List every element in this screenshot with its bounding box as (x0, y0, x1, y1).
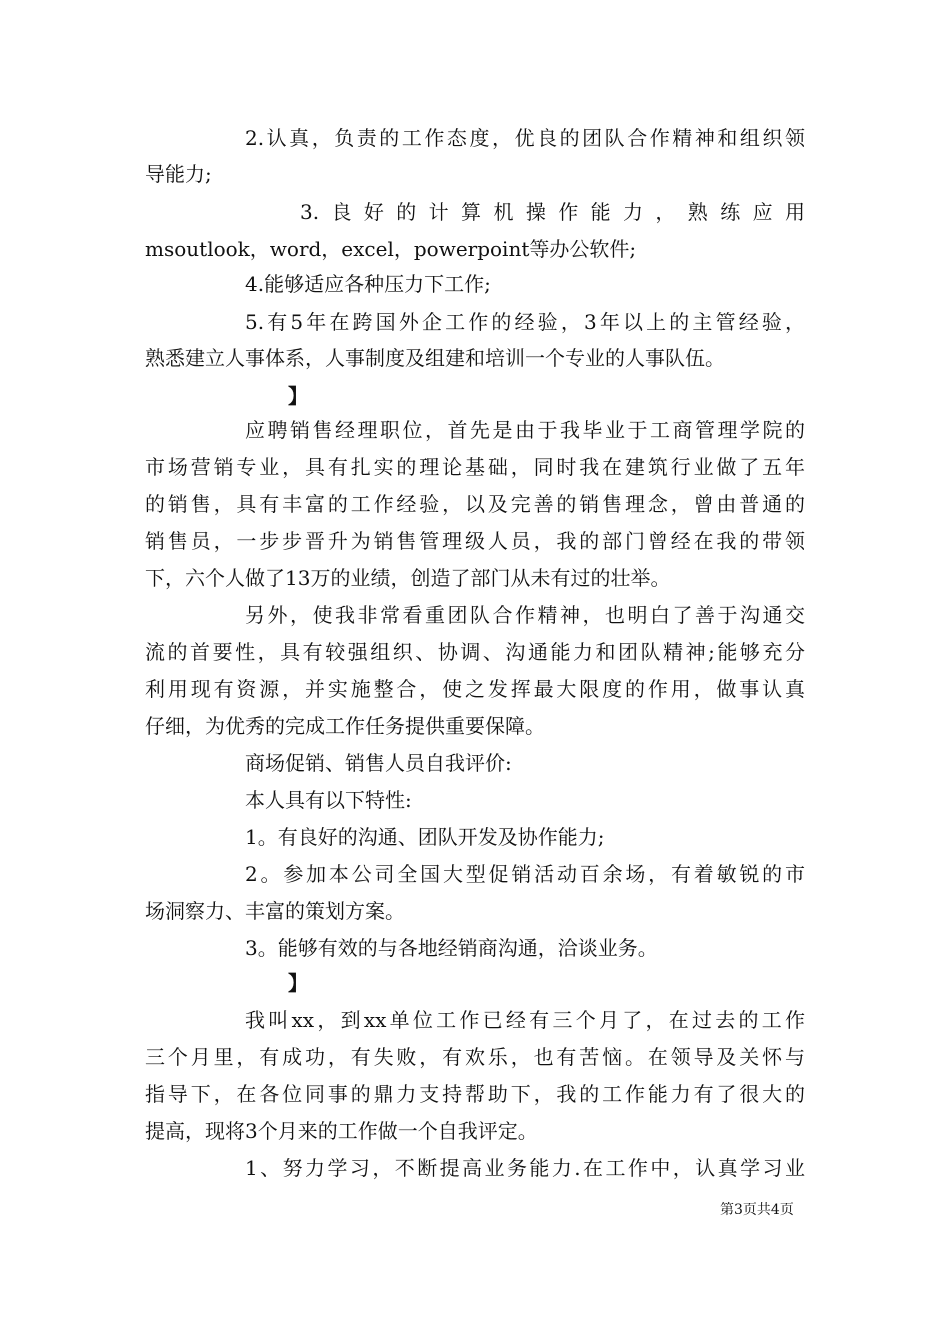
text-line: 导能力; (145, 162, 212, 186)
text-line: 熟悉建立人事体系，人事制度及组建和培训一个专业的人事队伍。 (145, 346, 725, 370)
text-line: 市场营销专业，具有扎实的理论基础，同时我在建筑行业做了五年 (145, 455, 805, 479)
text-line: 4.能够适应各种压力下工作; (245, 272, 491, 296)
text-line: 我叫xx，到xx单位工作已经有三个月了，在过去的工作 (245, 1008, 805, 1032)
text-line: 场洞察力、丰富的策划方案。 (145, 899, 405, 923)
section-bracket: 】 (288, 971, 308, 995)
text-line: 仔细，为优秀的完成工作任务提供重要保障。 (145, 714, 545, 738)
text-line: 下，六个人做了13万的业绩，创造了部门从未有过的壮举。 (145, 566, 671, 590)
text-line: 3.良好的计算机操作能力，熟练应用 (300, 200, 805, 224)
text-line: 提高，现将3个月来的工作做一个自我评定。 (145, 1119, 538, 1143)
text-line: 2。参加本公司全国大型促销活动百余场，有着敏锐的市 (245, 862, 805, 886)
text-line: msoutlook，word，excel，powerpoint等办公软件; (145, 237, 637, 261)
text-line: 商场促销、销售人员自我评价: (245, 751, 512, 775)
text-line: 本人具有以下特性: (245, 788, 412, 812)
page-number-footer: 第3页共4页 (720, 1202, 794, 1218)
text-line: 3。能够有效的与各地经销商沟通，洽谈业务。 (245, 936, 658, 960)
text-line: 1、努力学习，不断提高业务能力.在工作中，认真学习业 (245, 1156, 805, 1180)
text-line: 指导下，在各位同事的鼎力支持帮助下，我的工作能力有了很大的 (145, 1082, 805, 1106)
text-line: 2.认真，负责的工作态度，优良的团队合作精神和组织领 (245, 126, 805, 150)
section-bracket: 】 (288, 384, 308, 408)
text-line: 另外，使我非常看重团队合作精神，也明白了善于沟通交 (245, 603, 805, 627)
text-line: 三个月里，有成功，有失败，有欢乐，也有苦恼。在领导及关怀与 (145, 1045, 805, 1069)
text-line: 流的首要性，具有较强组织、协调、沟通能力和团队精神;能够充分 (145, 640, 805, 664)
text-line: 5.有5年在跨国外企工作的经验，3年以上的主管经验， (245, 310, 805, 334)
text-line: 利用现有资源，并实施整合，使之发挥最大限度的作用，做事认真 (145, 677, 805, 701)
text-line: 应聘销售经理职位，首先是由于我毕业于工商管理学院的 (245, 418, 805, 442)
text-line: 1。有良好的沟通、团队开发及协作能力; (245, 825, 605, 849)
text-line: 销售员，一步步晋升为销售管理级人员，我的部门曾经在我的带领 (145, 529, 805, 553)
text-line: 的销售，具有丰富的工作经验，以及完善的销售理念，曾由普通的 (145, 492, 805, 516)
